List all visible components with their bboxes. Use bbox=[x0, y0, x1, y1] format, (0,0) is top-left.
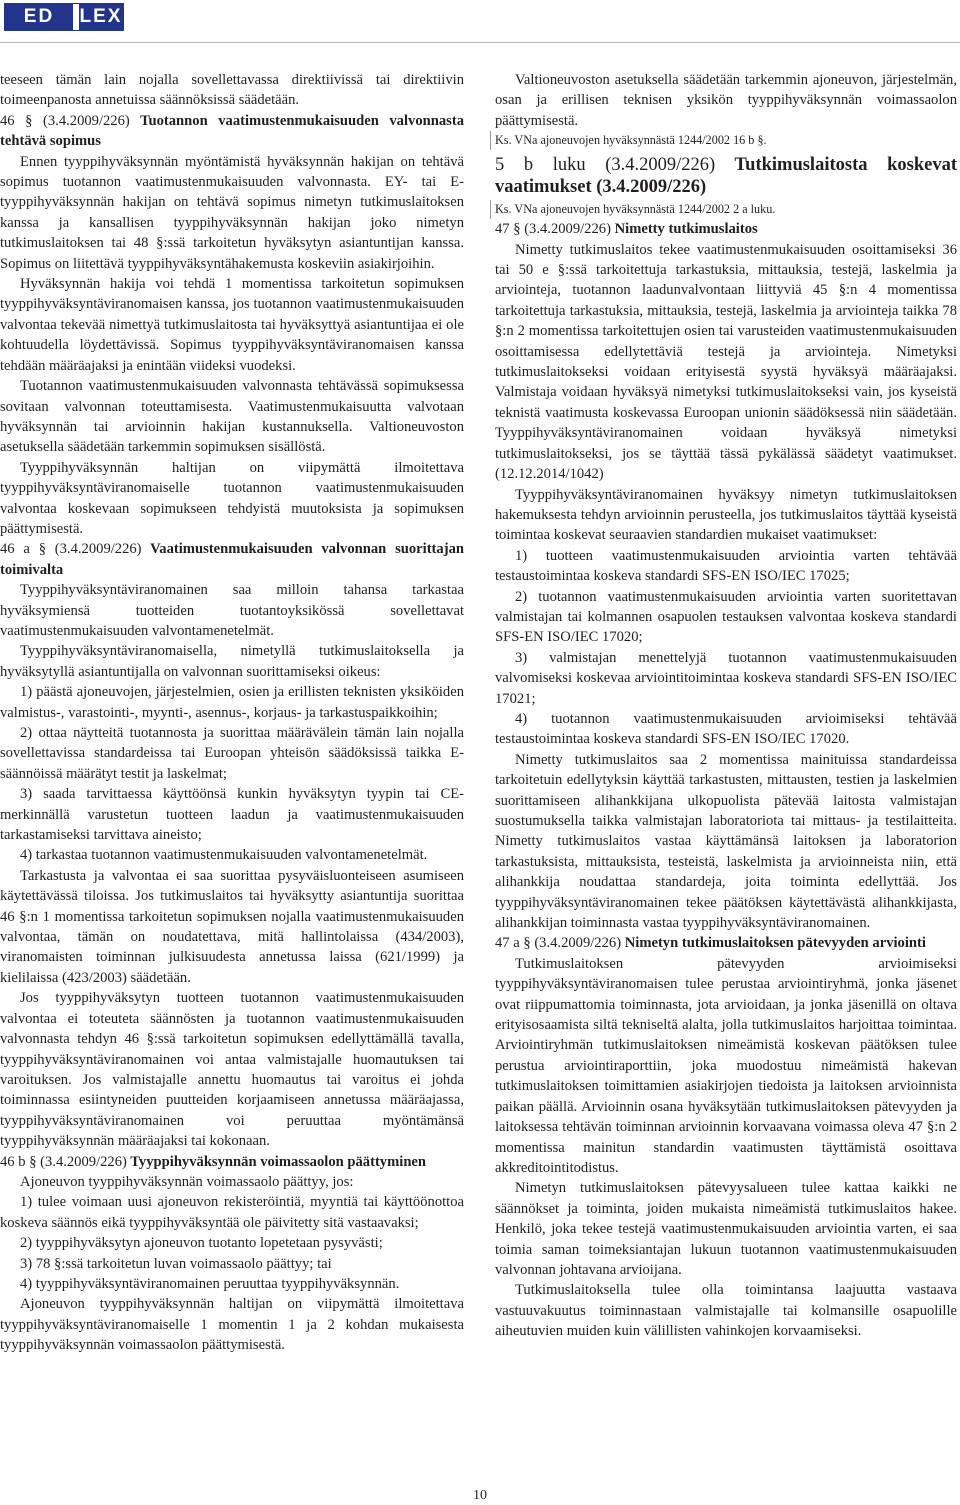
section-number: 46 § (3.4.2009/226) bbox=[0, 112, 130, 129]
paragraph: Tutkimuslaitoksella tulee olla toimintansa laajuutta vastaava vastuuvakuutus toiminnastaan valmistajalle tai kolmansille osapuolille aiheutuvien muiden kuin välillisten vahinkojen korvaamiseksi. bbox=[495, 1282, 957, 1340]
paragraph: Tyyppihyväksynnän haltijan on viipymättä ilmoitettava tyyppihyväksyntäviranomaiselle tuotannon vaatimustenmukaisuuden valvontaa koskevaan sopimukseen tehdyistä muutoksista ja sopimuksen päättymisestä. bbox=[0, 459, 464, 537]
section-title: Nimetty tutkimuslaitos bbox=[614, 221, 758, 238]
header-rule bbox=[0, 42, 960, 43]
section-title: Tutkimuslaitosta koskevat vaatimukset (3.4.2009/226) bbox=[495, 155, 958, 198]
section-number: 47 § (3.4.2009/226) bbox=[495, 221, 611, 238]
section-title: Tuotannon vaatimustenmukaisuuden valvonnasta tehtävä sopimus bbox=[0, 112, 464, 150]
paragraph: Ajoneuvon tyyppihyväksynnän haltijan on viipymättä ilmoitettava tyyppihyväksyntäviranomaiselle 1 momentin 1 ja 2 kohdan mukaisesta tyyppihyväksynnän voimassaolon päättymisestä. bbox=[0, 1296, 464, 1354]
paragraph: Hyväksynnän hakija voi tehdä 1 momentissa tarkoitetun sopimuksen tyyppihyväksyntäviranomaisen kanssa, jos tuotannon vaatimustenmukaisuuden valvontaa tekevää nimettyä tutkimuslaitosta tai hyväksyttyä asiantuntijaa ei ole kohtuudella löydettävissä. Sopimus tyyppihyväksyntäviranomaisen kanssa tehdään määräajaksi ja enintään viideksi vuodeksi. bbox=[0, 276, 464, 374]
section-heading bbox=[495, 219, 957, 239]
paragraph: Tarkastusta ja valvontaa ei saa suorittaa pysyväisluonteiseen asumiseen käytettävässä tiloissa. Jos tutkimuslaitos tai hyväksytty asiantuntija suorittaa 46 §:n 1 momentissa tarkoitetun sopimuksen nojalla vaatimustenmukaisuuden valvontaa, tämän on noudatettava, mitä hallintolaissa (434/2003), viranomaisten toiminnan julkisuudesta annetussa laissa (621/1999) ja kielilaissa (423/2003) säädetään. bbox=[0, 867, 464, 986]
section-heading bbox=[0, 1152, 464, 1172]
section-title: Nimetyn tutkimuslaitoksen pätevyyden arviointi bbox=[624, 935, 926, 952]
paragraph: Nimetyn tutkimuslaitoksen pätevyysalueen tulee kattaa kaikki ne säännökset ja toiminta, joiden mukaista nimeämistä tutkimuslaitos hakee. Henkilö, joka tekee testejä vaatimustenmukaisuuden arviointia varten, ei saa toimia saman toimeksiantajan lukuun tuotannon vaatimustenmukaisuuden valvonnan johtavana arvioijana. bbox=[495, 1180, 957, 1278]
paragraph: 3) 78 §:ssä tarkoitetun luvan voimassaolo päättyy; tai bbox=[20, 1255, 332, 1272]
paragraph: 4) tuotannon vaatimustenmukaisuuden arvioimiseksi tehtävää testaustoimintaa koskeva standardi SFS-EN ISO/IEC 17020. bbox=[495, 710, 957, 748]
paragraph: Tyyppihyväksyntäviranomaisella, nimetyllä tutkimuslaitoksella ja hyväksytyllä asiantuntijalla on valvonnan suorittamiseksi oikeus: bbox=[0, 643, 464, 680]
section-title: Vaatimustenmukaisuuden valvonnan suorittajan toimivalta bbox=[0, 541, 464, 578]
section-title: Tyyppihyväksynnän voimassaolon päättyminen bbox=[130, 1153, 427, 1170]
paragraph: 2) ottaa näytteitä tuotannosta ja suorittaa määrävälein tämän lain nojalla sovellettavissa standardeissa tai Euroopan yhteisön säädöksissä taikka E-säännöissä määrätyt testit ja laskelmat; bbox=[0, 725, 464, 782]
section-number: 47 a § (3.4.2009/226) bbox=[495, 935, 622, 952]
paragraph: Nimetty tutkimuslaitos saa 2 momentissa mainituissa standardeissa tarkoitetuin edellytyksin käyttää tarkastusten, mittausten, testien ja laskelmien suorittamiseen alihankkijana ulkopuolista pätevää laitosta valmistajan suostumuksella taikka valmistajan laboratoriota tai mittaus- ja testilaitteita. Nimetty tutkimuslaitos vastaa käyttämänsä laitoksen ja laboratorion tarkastuksista, mittauksista, testeistä, laskelmista ja arvioinneista niin, että alihankkija noudattaa standardeja, joita toiminta edellyttää. Jos tyyppihyväksyntäviranomainen tekee päätöksen käytettävästä alihankkijasta, alihankkijan toiminnasta vastaa tyyppihyväksyntäviranomainen. bbox=[495, 751, 957, 932]
paragraph: 3) valmistajan menettelyjä tuotannon vaatimustenmukaisuuden valvomiseksi koskevaa arviointitoimintaa koskeva standardi SFS-EN ISO/IEC 17021; bbox=[495, 649, 957, 707]
section-heading bbox=[495, 933, 957, 953]
paragraph: 1) päästä ajoneuvojen, järjestelmien, osien ja erillisten teknisten yksiköiden valmistus-, varastointi-, myynti-, asennus-, korjaus- ja tarkastuspaikkoihin; bbox=[0, 684, 464, 721]
paragraph: 4) tyyppihyväksyntäviranomainen peruuttaa tyyppihyväksynnän. bbox=[20, 1275, 400, 1292]
page-number: 10 bbox=[473, 1488, 487, 1503]
paragraph: 4) tarkastaa tuotannon vaatimustenmukaisuuden valvontamenetelmät. bbox=[20, 847, 428, 864]
right-text-column bbox=[495, 70, 957, 1342]
paragraph: 2) tyyppihyväksytyn ajoneuvon tuotanto lopetetaan pysyvästi; bbox=[20, 1235, 383, 1252]
section-heading bbox=[0, 539, 464, 580]
logo-text-right: LEX bbox=[79, 6, 123, 27]
paragraph: 1) tulee voimaan uusi ajoneuvon rekisteröintiä, myyntiä tai käyttöönottoa koskeva säännös eikä tyyppihyväksyntää ole päivitetty sitä vastaavaksi; bbox=[0, 1194, 464, 1231]
section-number: 46 a § (3.4.2009/226) bbox=[0, 541, 142, 558]
section-number: 5 b luku (3.4.2009/226) bbox=[495, 155, 716, 176]
section-number: 46 b § (3.4.2009/226) bbox=[0, 1153, 127, 1170]
left-text-column bbox=[0, 70, 464, 1356]
paragraph: Tuotannon vaatimustenmukaisuuden valvonnasta tehtävässä sopimuksessa sovitaan valvonnan toteuttamisesta. Vaatimustenmukaisuutta valvotaan hyväksynnän tai arvioinnin hakijan kustannuksella. Valtioneuvoston asetuksella säädetään tarkemmin sopimuksen sisällöstä. bbox=[0, 378, 464, 456]
reference-note: Ks. VNa ajoneuvojen hyväksynnästä 1244/2002 2 a luku. bbox=[490, 200, 957, 219]
paragraph: Tyyppihyväksyntäviranomainen saa milloin tahansa tarkastaa hyväksymiensä tuotteiden tuotantoyksikössä sovellettavat vaatimustenmukaisuuden valvontamenetelmät. bbox=[0, 582, 464, 639]
paragraph: Nimetty tutkimuslaitos tekee vaatimustenmukaisuuden osoittamiseksi 36 tai 50 e §:ssä tarkoitettuja tarkastuksia, mittauksia, testejä, laskelmia ja arviointeja, tuotannon laadunvalvontaan liittyviä 45 §:n 4 momentissa tarkoitettuja tarkastuksia, mittauksia, testejä, laskelmia ja arviointeja taikka 78 §:n 2 momentissa tarkoitettujen osien tai varusteiden vaatimustenmukaisuuden osoittamisessa edellytettäviä testejä ja arviointeja. Nimetyksi tutkimuslaitokseksi voidaan erityisestä syystä hyväksyä määräajaksi. Valmistaja voidaan hyväksyä nimetyksi tutkimuslaitokseksi vain, jos kyseistä teknistä vaatimusta koskevassa Euroopan unionin säädöksessä niin säädetään. Tyyppihyväksyntäviranomainen voidaan hyväksyä nimetyksi tutkimuslaitokseksi, jos se täyttää tässä pykälässä säädetyt vaatimukset. (12.12.2014/1042) bbox=[495, 241, 957, 483]
reference-note: Ks. VNa ajoneuvojen hyväksynnästä 1244/2002 16 b §. bbox=[490, 131, 957, 150]
paragraph: 3) saada tarvittaessa käyttöönsä kunkin hyväksytyn tyypin tai CE-merkinnällä varustetun tuotteen laadun ja vaatimustenmukaisuuden tarkastamiseksi tarvittava aineisto; bbox=[0, 786, 464, 844]
paragraph: 2) tuotannon vaatimustenmukaisuuden arviointia varten suoritettavan valmistajan tai kolmannen osapuolen testauksen valvontaa koskeva standardi SFS-EN ISO/IEC 17020; bbox=[495, 588, 957, 646]
paragraph: teeseen tämän lain nojalla sovellettavassa direktiivissä tai direktiivin toimeenpanosta annetuissa säännöksissä säädetään. bbox=[0, 72, 464, 109]
logo-text-left: ED bbox=[23, 6, 55, 27]
paragraph: Ennen tyyppihyväksynnän myöntämistä hyväksynnän hakijan on tehtävä sopimus tuotannon vaatimustenmukaisuuden valvonnasta. EY- tai E-tyyppihyväksynnän hakijan on tehtävä sopimus nimetyn tutkimuslaitoksen kanssa ja kansallisen tyyppihyväksynnän hakijan joko nimetyn tutkimuslaitoksen tai 48 §:ssä tarkoitetun hyväksytyn asiantuntijan kanssa. Sopimus on liitettävä tyyppihyväksyntähakemusta koskeviin asiakirjoihin. bbox=[0, 153, 464, 272]
paragraph: Tutkimuslaitoksen pätevyyden arvioimiseksi tyyppihyväksyntäviranomaisen tulee perustaa arviointiryhmä, jonka jäsenet ovat riippumattomia toiminnasta, jota arvioidaan, ja jonka jäsenillä on oltava erityisosaamista siltä tekniseltä alalta, jolla tutkimuslaitos harjoittaa toimintaa. Arviointiryhmän tutkimuslaitoksen nimeämistä koskevan päätöksen tulee perustua arviointiraporttiin, joka muodostuu nimeämistä hakevan tutkimuslaitoksen toimittamien asiakirjojen tiedoista ja laitoksen arvioinnista paikan päällä. Arvioinnin osana hyväksytään tutkimuslaitoksen pätevyyden ja laitoksessa tehtävän toiminnan arvioinnin korvaavana voimassa oleva 47 §:n 2 momentissa mainitun standardin vaatimusten täyttämistä osoittava akkreditointitodistus. bbox=[495, 955, 957, 1176]
edilex-logo[interactable] bbox=[4, 3, 124, 31]
section-heading bbox=[0, 111, 464, 152]
section-heading bbox=[495, 154, 957, 198]
paragraph: Jos tyyppihyväksytyn tuotteen tuotannon vaatimustenmukaisuuden valvontaa ei toteuteta säännösten ja tuotannon vaatimustenmukaisuuden valvonnasta tehdyn 46 §:ssä tarkoitetun sopimuksen edellyttämällä tavalla, tyyppihyväksyntäviranomainen voi antaa valmistajalle huomautuksen tai varoituksen. Jos valmistajalle annettu huomautus tai varoitus ei johda toiminnassa esiintyneiden puutteiden korjaamiseen annetussa määräajassa, tyyppihyväksyntäviranomainen voi peruuttaa myöntämänsä tyyppihyväksynnän määräajaksi tai kokonaan. bbox=[0, 990, 464, 1150]
paragraph: Tyyppihyväksyntäviranomainen hyväksyy nimetyn tutkimuslaitoksen hakemuksesta tehdyn arvioinnin perusteella, jos tutkimuslaitos täyttää kyseistä toimintaa koskevat seuraavien standardien mukaiset vaatimukset: bbox=[495, 486, 957, 544]
paragraph: Ajoneuvon tyyppihyväksynnän voimassaolo päättyy, jos: bbox=[20, 1173, 354, 1190]
paragraph: 1) tuotteen vaatimustenmukaisuuden arviointia varten tehtävää testaustoimintaa koskeva standardi SFS-EN ISO/IEC 17025; bbox=[495, 547, 957, 585]
paragraph: Valtioneuvoston asetuksella säädetään tarkemmin ajoneuvon, järjestelmän, osan ja erillisen teknisen yksikön tyyppihyväksynnän voimassaolon päättymisestä. bbox=[495, 72, 957, 129]
